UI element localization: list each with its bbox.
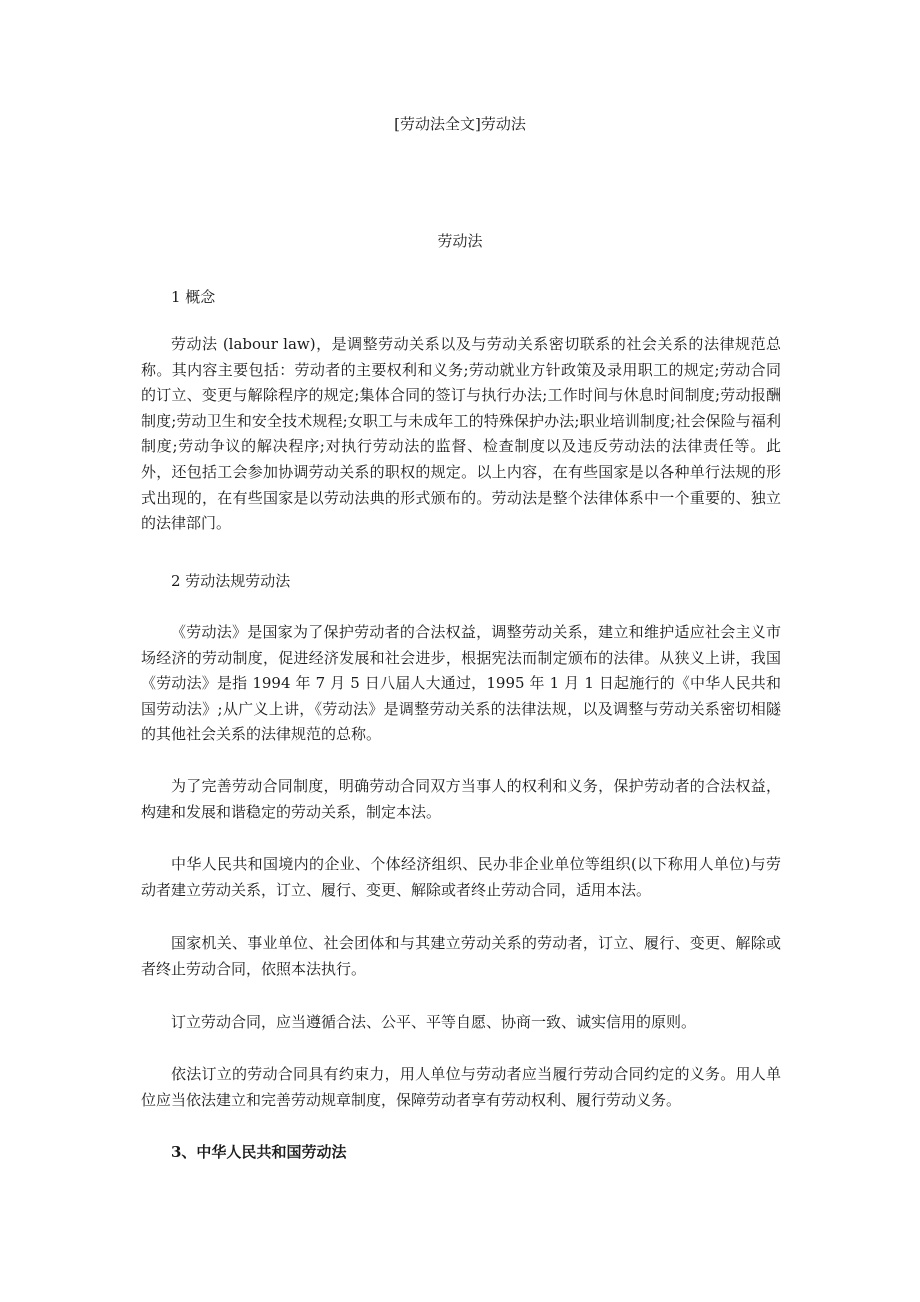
section-2-paragraph-4: 国家机关、事业单位、社会团体和与其建立劳动关系的劳动者，订立、履行、变更、解除或者终止劳动合同，依照本法执行。 (141, 934, 781, 978)
document-title: [劳动法全文]劳动法 (394, 115, 526, 133)
section-2-paragraph-1: 《劳动法》是国家为了保护劳动者的合法权益，调整劳动关系，建立和维护适应社会主义市场经济的劳动制度，促进经济发展和社会进步，根据宪法而制定颁布的法律。从狭义上讲，我国《劳动法》是指 1994 年 7 月 5 日八届人大通过，1995 年 1 月 1 日起施行的《中华人民共和国劳动法》;从广义上讲，《劳动法》是调整劳动关系的法律法规，以及调整与劳动关系密切相隧的其他社会关系的法律规范的总称。 (141, 623, 781, 744)
section-2-paragraph-3: 中华人民共和国境内的企业、个体经济组织、民办非企业单位等组织(以下称用人单位)与劳动者建立劳动关系，订立、履行、变更、解除或者终止劳动合同，适用本法。 (141, 855, 781, 899)
section-2-paragraph-6: 依法订立的劳动合同具有约束力，用人单位与劳动者应当履行劳动合同约定的义务。用人单位应当依法建立和完善劳动规章制度，保障劳动者享有劳动权利、履行劳动义务。 (141, 1065, 781, 1109)
section-2-paragraph-5: 订立劳动合同，应当遵循合法、公平、平等自愿、协商一致、诚实信用的原则。 (171, 1013, 697, 1031)
section-2-paragraph-2: 为了完善劳动合同制度，明确劳动合同双方当事人的权利和义务，保护劳动者的合法权益，构建和发展和谐稳定的劳动关系，制定本法。 (141, 777, 781, 821)
section-2-heading: 2 劳动法规劳动法 (171, 572, 291, 590)
document-subtitle: 劳动法 (437, 232, 483, 250)
section-1-paragraph: 劳动法 (labour law)，是调整劳动关系以及与劳动关系密切联系的社会关系的法律规范总称。其内容主要包括：劳动者的主要权利和义务;劳动就业方针政策及录用职工的规定;劳动合同的订立、变更与解除程序的规定;集体合同的签订与执行办法;工作时间与休息时间制度;劳动报酬制度;劳动卫生和安全技术规程;女职工与未成年工的特殊保护办法;职业培训制度;社会保险与福利制度;劳动争议的解决程序;对执行劳动法的监督、检查制度以及违反劳动法的法律责任等。此外，还包括工会参加协调劳动关系的职权的规定。以上内容，在有些国家是以各种单行法规的形式出现的，在有些国家是以劳动法典的形式颁布的。劳动法是整个法律体系中一个重要的、独立的法律部门。 (141, 335, 781, 533)
section-3-heading: 3、中华人民共和国劳动法 (171, 1143, 347, 1161)
section-1-heading: 1 概念 (171, 288, 216, 306)
